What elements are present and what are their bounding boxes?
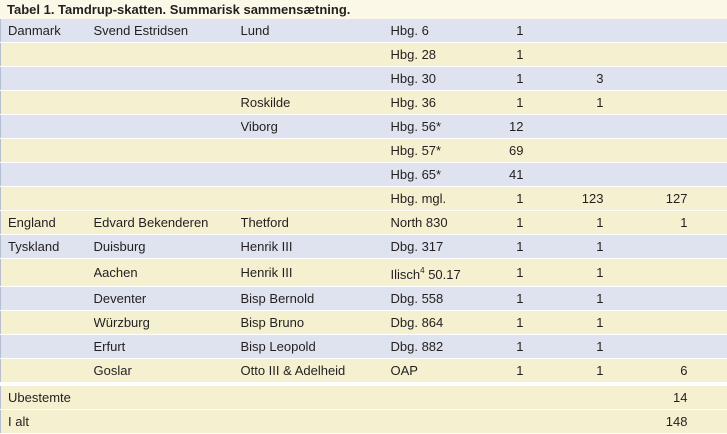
reference-cell [391, 259, 490, 287]
count-cell-2 [524, 139, 604, 163]
table-row [1, 163, 727, 187]
count-cell-3 [604, 19, 688, 43]
table-row [1, 335, 727, 359]
count-cell-1: 12 [490, 115, 524, 139]
count-cell-1: 1 [490, 259, 524, 287]
country-cell [1, 335, 94, 359]
count-cell-2 [524, 43, 604, 67]
country-cell [1, 359, 94, 383]
ruler-cell [94, 187, 241, 211]
count-cell-2: 1 [524, 235, 604, 259]
country-cell [1, 311, 94, 335]
count-cell-3 [604, 163, 688, 187]
reference-cell: Hbg. 36 [391, 91, 490, 115]
mint-cell [241, 139, 391, 163]
reference-cell: Hbg. 57* [391, 139, 490, 163]
count-cell-1: 1 [490, 311, 524, 335]
reference-number: 50.17 [425, 267, 461, 282]
country-cell: Danmark [1, 19, 94, 43]
count-cell-1: 1 [490, 67, 524, 91]
ruler-cell: Goslar [94, 359, 241, 383]
spacer-cell [688, 67, 727, 91]
ruler-cell [94, 91, 241, 115]
country-cell [1, 259, 94, 287]
count-cell-2: 1 [524, 91, 604, 115]
count-cell-3: 1 [604, 211, 688, 235]
table-title: Tabel 1. Tamdrup-skatten. Summarisk sammensætning. [0, 0, 727, 19]
summary-row [1, 410, 727, 434]
mint-cell [241, 187, 391, 211]
count-cell-3 [604, 235, 688, 259]
count-cell-3: 6 [604, 359, 688, 383]
country-cell [1, 163, 94, 187]
reference-cell: Dbg. 882 [391, 335, 490, 359]
spacer-cell [688, 235, 727, 259]
country-cell [1, 187, 94, 211]
table-row [1, 235, 727, 259]
count-cell-3 [604, 259, 688, 287]
mint-cell: Bisp Bruno [241, 311, 391, 335]
spacer-cell [688, 139, 727, 163]
mint-cell [241, 43, 391, 67]
mint-cell: Viborg [241, 115, 391, 139]
ruler-cell [94, 67, 241, 91]
ruler-cell: Edvard Bekenderen [94, 211, 241, 235]
country-cell: England [1, 211, 94, 235]
table-body [1, 19, 727, 434]
table-row [1, 287, 727, 311]
count-cell-2: 1 [524, 311, 604, 335]
count-cell-2: 3 [524, 67, 604, 91]
spacer-cell [688, 259, 727, 287]
summary-value: 14 [604, 386, 688, 410]
count-cell-2: 123 [524, 187, 604, 211]
spacer-cell [688, 335, 727, 359]
table-row [1, 67, 727, 91]
count-cell-1: 1 [490, 359, 524, 383]
ruler-cell [94, 43, 241, 67]
spacer-cell [688, 43, 727, 67]
spacer-cell [688, 211, 727, 235]
table-row [1, 19, 727, 43]
table-row [1, 359, 727, 383]
count-cell-3 [604, 67, 688, 91]
ruler-cell: Würzburg [94, 311, 241, 335]
count-cell-2 [524, 115, 604, 139]
mint-cell [241, 163, 391, 187]
ruler-cell [94, 139, 241, 163]
ruler-cell: Svend Estridsen [94, 19, 241, 43]
mint-cell: Roskilde [241, 91, 391, 115]
table-row [1, 115, 727, 139]
ruler-cell [94, 115, 241, 139]
country-cell [1, 115, 94, 139]
spacer-cell [688, 311, 727, 335]
count-cell-2 [524, 19, 604, 43]
reference-cell: Hbg. 56* [391, 115, 490, 139]
summary-label: I alt [1, 410, 604, 434]
count-cell-1: 1 [490, 91, 524, 115]
mint-cell [241, 67, 391, 91]
mint-cell: Otto III & Adelheid [241, 359, 391, 383]
spacer-cell [688, 287, 727, 311]
reference-cell: Hbg. 65* [391, 163, 490, 187]
count-cell-1: 69 [490, 139, 524, 163]
mint-cell: Henrik III [241, 259, 391, 287]
spacer-cell [688, 115, 727, 139]
ruler-cell: Erfurt [94, 335, 241, 359]
count-cell-3 [604, 335, 688, 359]
reference-cell: North 830 [391, 211, 490, 235]
count-cell-3 [604, 139, 688, 163]
footnote-marker: 4 [420, 266, 424, 275]
reference-cell: OAP [391, 359, 490, 383]
count-cell-3 [604, 287, 688, 311]
count-cell-2: 1 [524, 211, 604, 235]
table-row [1, 43, 727, 67]
coin-table [0, 19, 727, 434]
count-cell-3 [604, 91, 688, 115]
count-cell-2 [524, 163, 604, 187]
ruler-cell: Duisburg [94, 235, 241, 259]
table-row [1, 311, 727, 335]
mint-cell: Bisp Leopold [241, 335, 391, 359]
count-cell-1: 41 [490, 163, 524, 187]
ruler-cell: Aachen [94, 259, 241, 287]
spacer-cell [688, 386, 727, 410]
count-cell-1: 1 [490, 187, 524, 211]
country-cell [1, 287, 94, 311]
country-cell [1, 139, 94, 163]
spacer-cell [688, 91, 727, 115]
reference-cell: Hbg. 6 [391, 19, 490, 43]
count-cell-3 [604, 311, 688, 335]
count-cell-1: 1 [490, 287, 524, 311]
count-cell-2: 1 [524, 259, 604, 287]
reference-cell: Dbg. 317 [391, 235, 490, 259]
table-row [1, 211, 727, 235]
summary-value: 148 [604, 410, 688, 434]
ruler-cell [94, 163, 241, 187]
table-row [1, 259, 727, 287]
count-cell-2: 1 [524, 287, 604, 311]
spacer-cell [688, 410, 727, 434]
count-cell-1: 1 [490, 211, 524, 235]
count-cell-3: 127 [604, 187, 688, 211]
summary-row [1, 386, 727, 410]
table-row [1, 139, 727, 163]
table-row [1, 187, 727, 211]
mint-cell: Lund [241, 19, 391, 43]
reference-cell: Hbg. mgl. [391, 187, 490, 211]
country-cell [1, 91, 94, 115]
reference-cell: Dbg. 558 [391, 287, 490, 311]
reference-cell: Dbg. 864 [391, 311, 490, 335]
count-cell-3 [604, 115, 688, 139]
spacer-cell [688, 187, 727, 211]
count-cell-2: 1 [524, 335, 604, 359]
country-cell: Tyskland [1, 235, 94, 259]
count-cell-3 [604, 43, 688, 67]
mint-cell: Bisp Bernold [241, 287, 391, 311]
count-cell-2: 1 [524, 359, 604, 383]
summary-label: Ubestemte [1, 386, 604, 410]
country-cell [1, 43, 94, 67]
count-cell-1: 1 [490, 335, 524, 359]
count-cell-1: 1 [490, 235, 524, 259]
mint-cell: Thetford [241, 211, 391, 235]
ruler-cell: Deventer [94, 287, 241, 311]
country-cell [1, 67, 94, 91]
table-row [1, 91, 727, 115]
mint-cell: Henrik III [241, 235, 391, 259]
reference-text: Ilisch [391, 267, 421, 282]
count-cell-1: 1 [490, 19, 524, 43]
spacer-cell [688, 163, 727, 187]
spacer-cell [688, 359, 727, 383]
reference-cell: Hbg. 28 [391, 43, 490, 67]
count-cell-1: 1 [490, 43, 524, 67]
reference-cell: Hbg. 30 [391, 67, 490, 91]
spacer-cell [688, 19, 727, 43]
